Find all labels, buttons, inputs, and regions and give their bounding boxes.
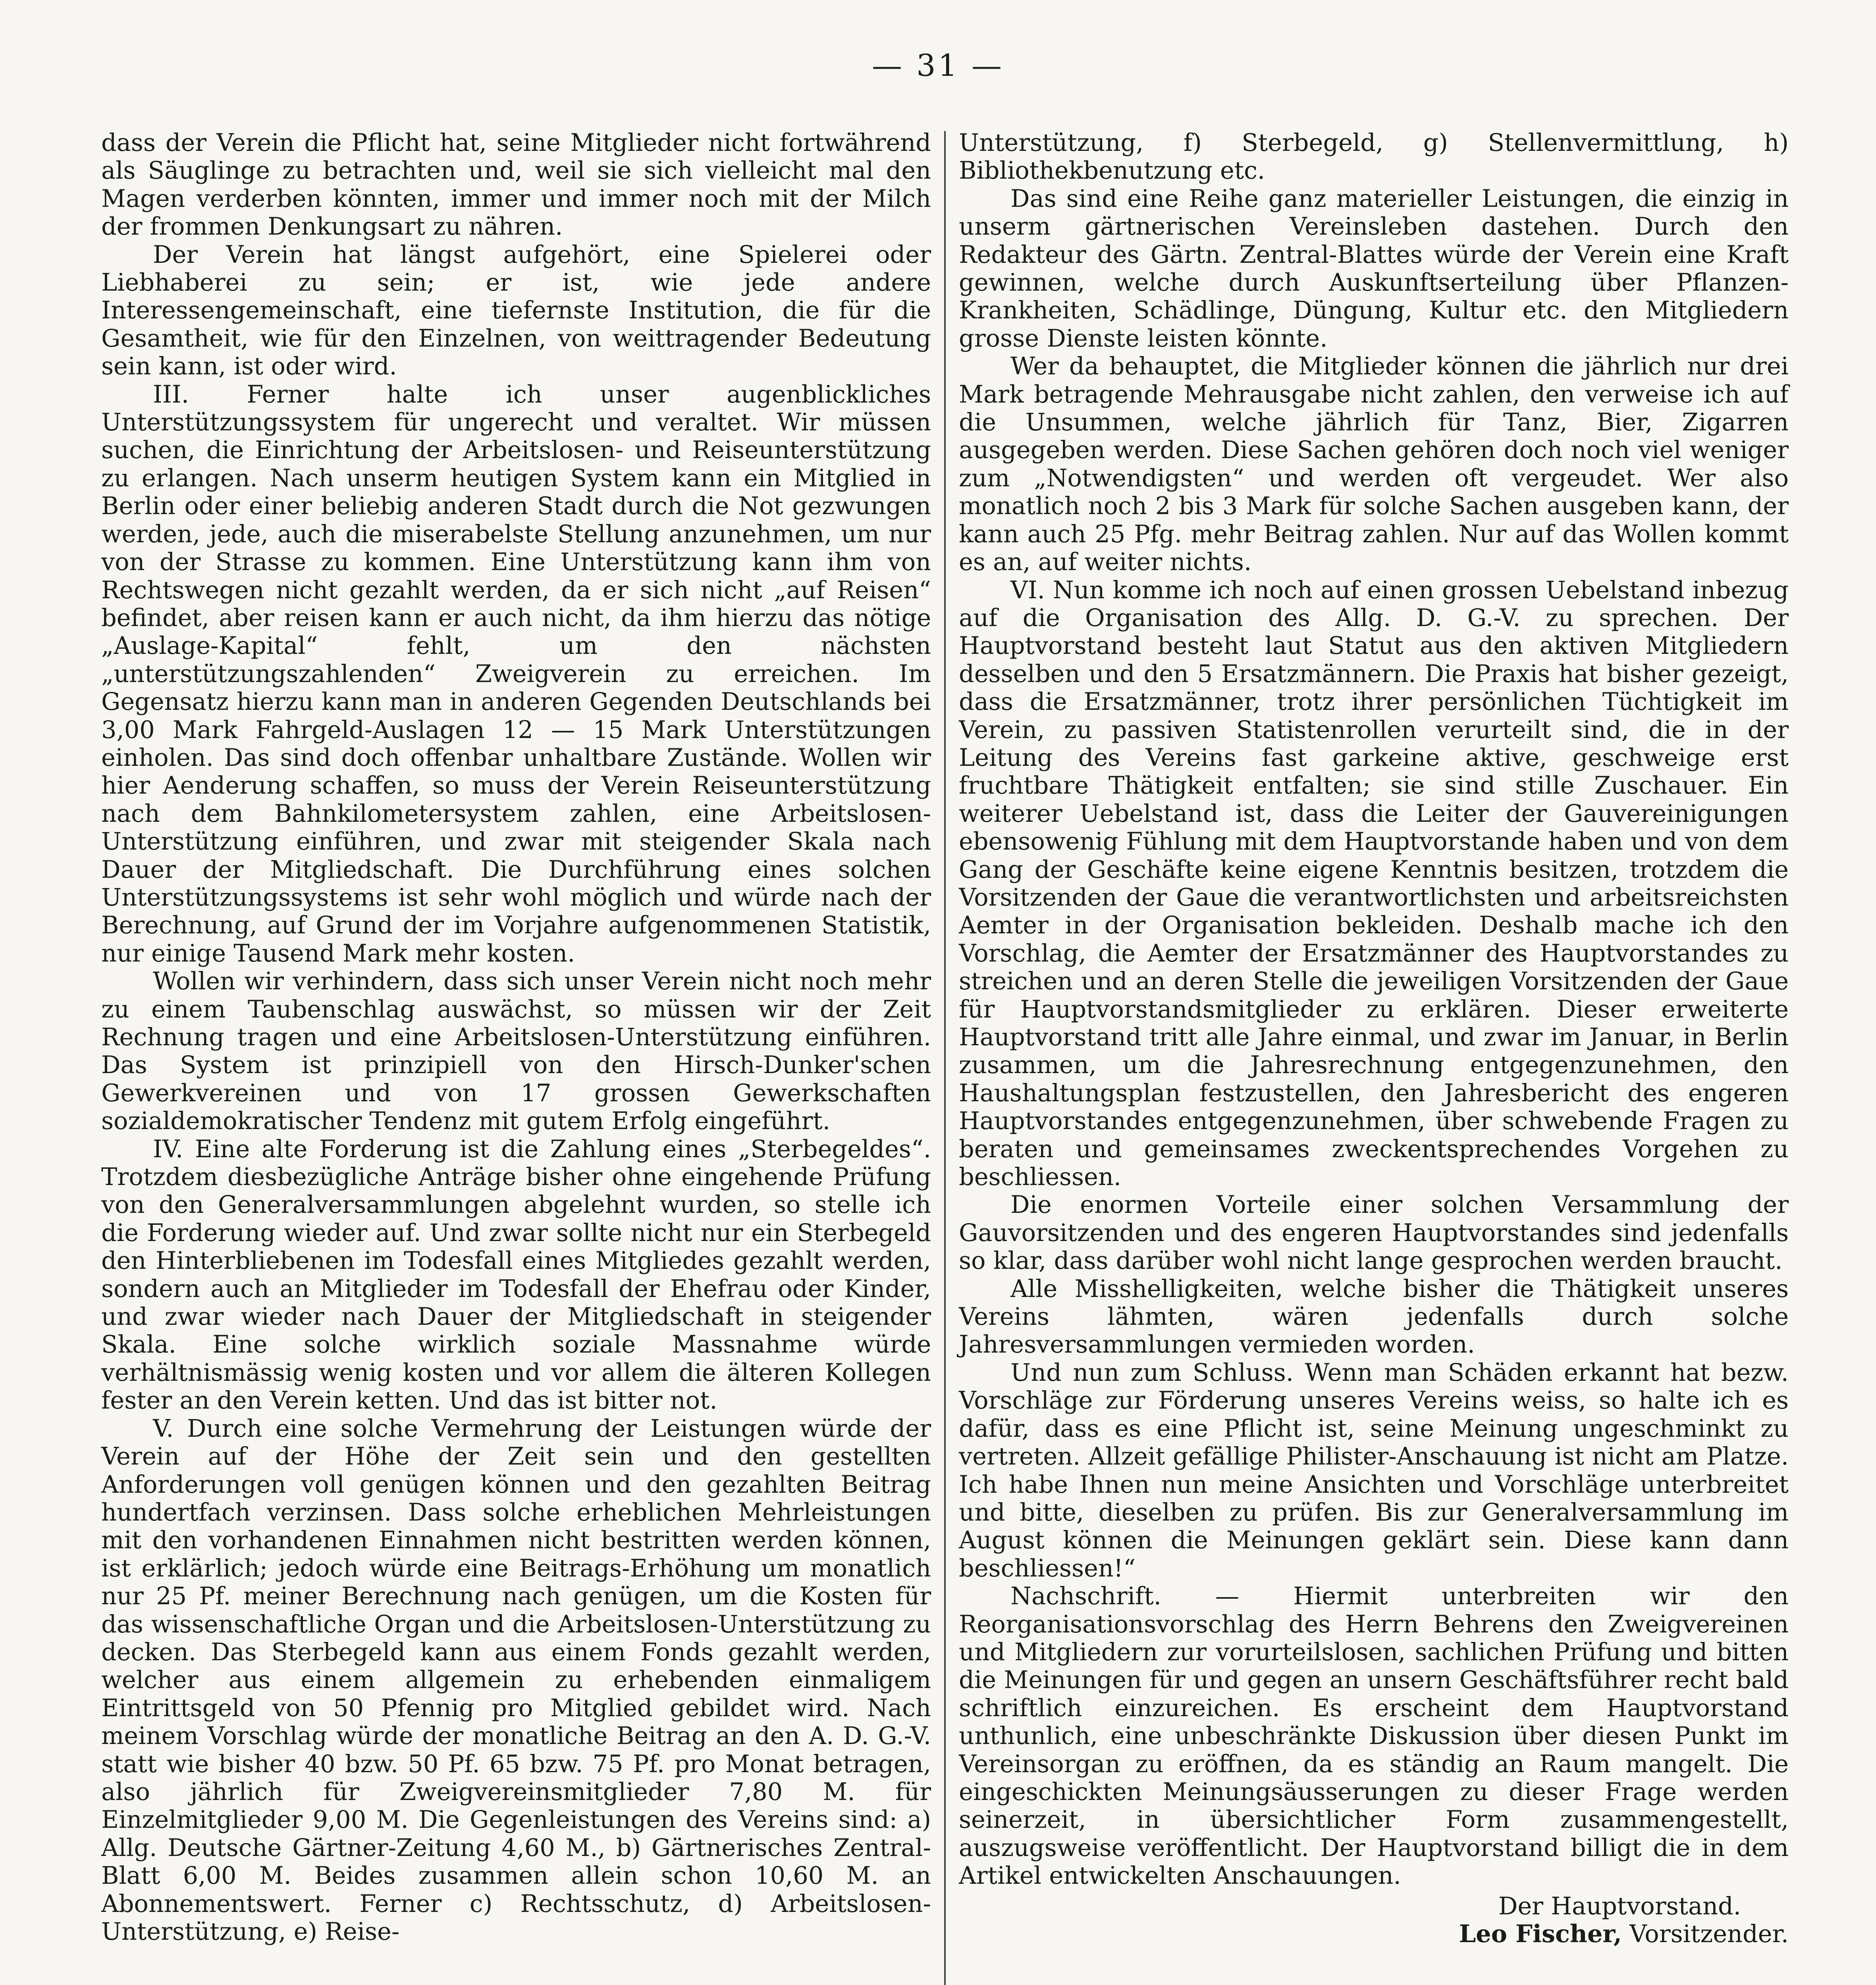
signature-role: Vorsitzender. bbox=[1621, 1920, 1789, 1948]
paragraph: Der Verein hat längst aufgehört, eine Spielerei oder Liebhaberei zu sein; er ist, wie jede andere Interessengemeinschaft, eine tiefernste Institution, die für die Gesamtheit, wie für den Einzelnen, von weittragender Bedeutung sein kann, ist oder wird. bbox=[101, 241, 931, 381]
paragraph: Alle Misshelligkeiten, welche bisher die Thätigkeit unseres Vereins lähmten, wären jedenfalls durch solche Jahresversammlungen vermieden worden. bbox=[959, 1275, 1789, 1359]
paragraph: dass der Verein die Pflicht hat, seine Mitglieder nicht fortwährend als Säuglinge zu betrachten und, weil sie sich vielleicht mal den Magen verderben könnten, immer und immer noch mit der Milch der frommen Denkungsart zu nähren. bbox=[101, 129, 931, 241]
paragraph: Unterstützung, f) Sterbegeld, g) Stellenvermittlung, h) Bibliothekbenutzung etc. bbox=[959, 129, 1789, 185]
paragraph: Wer da behauptet, die Mitglieder können die jährlich nur drei Mark betragende Mehrausgabe nicht zahlen, den verweise ich auf die Unsummen, welche jährlich für Tanz, Bier, Zigarren ausgegeben werden. Diese Sachen gehören doch noch viel weniger zum „Notwendigsten“ und werden oft vergeudet. Wer also monatlich noch 2 bis 3 Mark für solche Sachen ausgeben kann, der kann auch 25 Pfg. mehr Beitrag zahlen. Nur auf das Wollen kommt es an, auf weiter nichts. bbox=[959, 353, 1789, 576]
paragraph-section-3: III. Ferner halte ich unser augenblickliches Unterstützungssystem für ungerecht und veraltet. Wir müssen suchen, die Einrichtung der Arbeitslosen- und Reiseunterstützung zu erlangen. Nach unserm heutigen System kann ein Mitglied in Berlin oder einer beliebig anderen Stadt durch die Not gezwungen werden, jede, auch die miserabelste Stellung anzunehmen, um nur von der Strasse zu kommen. Eine Unterstützung kann ihm von Rechtswegen nicht gezahlt werden, da er sich nicht „auf Reisen“ befindet, aber reisen kann er auch nicht, da ihm hierzu das nötige „Auslage-Kapital“ fehlt, um den nächsten „unterstützungszahlenden“ Zweigverein zu erreichen. Im Gegensatz hierzu kann man in anderen Gegenden Deutschlands bei 3,00 Mark Fahrgeld-Auslagen 12 — 15 Mark Unterstützungen einholen. Das sind doch offenbar unhaltbare Zustände. Wollen wir hier Aenderung schaffen, so muss der Verein Reiseunterstützung nach dem Bahnkilometersystem zahlen, eine Arbeitslosen-Unterstützung einführen, und zwar mit steigender Skala nach Dauer der Mitgliedschaft. Die Durchführung eines solchen Unterstützungssystems ist sehr wohl möglich und würde nach der Berechnung, auf Grund der im Vorjahre aufgenommenen Statistik, nur einige Tausend Mark mehr kosten. bbox=[101, 380, 931, 967]
signature-block bbox=[959, 1892, 1789, 1948]
postscript: Nachschrift. — Hiermit unterbreiten wir den Reorganisationsvorschlag des Herrn Behrens den Zweigvereinen und Mitgliedern zur vorurteilslosen, sachlichen Prüfung und bitten die Meinungen für und gegen an unsern Geschäftsführer recht bald schriftlich einzureichen. Es erscheint dem Hauptvorstand unthunlich, eine unbeschränkte Diskussion über diesen Punkt im Vereinsorgan zu eröffnen, da es ständig an Raum mangelt. Die eingeschickten Meinungsäusserungen zu dieser Frage werden seinerzeit, in übersichtlicher Form zusammengestellt, auszugsweise veröffentlicht. Der Hauptvorstand billigt die in dem Artikel entwickelten Anschauungen. bbox=[959, 1582, 1789, 1890]
paragraph: Das sind eine Reihe ganz materieller Leistungen, die einzig in unserm gärtnerischen Vereinsleben dastehen. Durch den Redakteur des Gärtn. Zentral-Blattes würde der Verein eine Kraft gewinnen, welche durch Auskunftserteilung über Pflanzen-Krankheiten, Schädlinge, Düngung, Kultur etc. den Mitgliedern grosse Dienste leisten könnte. bbox=[959, 185, 1789, 353]
paragraph-section-4: IV. Eine alte Forderung ist die Zahlung eines „Sterbegeldes“. Trotzdem diesbezügliche Anträge bisher ohne eingehende Prüfung von den Generalversammlungen abgelehnt wurden, so stelle ich die Forderung wieder auf. Und zwar sollte nicht nur ein Sterbegeld den Hinterbliebenen im Todesfall eines Mitgliedes gezahlt werden, sondern auch an Mitglieder im Todesfall der Ehefrau oder Kinder, und zwar wieder nach Dauer der Mitgliedschaft in steigender Skala. Eine solche wirklich soziale Massnahme würde verhältnismässig wenig kosten und vor allem die älteren Kollegen fester an den Verein ketten. Und das ist bitter not. bbox=[101, 1135, 931, 1415]
paragraph: Die enormen Vorteile einer solchen Versammlung der Gauvorsitzenden und des engeren Hauptvorstandes sind jedenfalls so klar, dass darüber wohl nicht lange gesprochen werden braucht. bbox=[959, 1191, 1789, 1275]
signature-line: Der Hauptvorstand. bbox=[1498, 1892, 1741, 1920]
page-number: — 31 — bbox=[871, 48, 1005, 83]
paragraph: Wollen wir verhindern, dass sich unser Verein nicht noch mehr zu einem Taubenschlag auswächst, so müssen wir der Zeit Rechnung tragen und eine Arbeitslosen-Unterstützung einführen. Das System ist prinzipiell von den Hirsch-Dunker'schen Gewerkvereinen und von 17 grossen Gewerkschaften sozialdemokratischer Tendenz mit gutem Erfolg eingeführt. bbox=[101, 967, 931, 1135]
paragraph-section-6: VI. Nun komme ich noch auf einen grossen Uebelstand inbezug auf die Organisation des Allg. D. G.-V. zu sprechen. Der Hauptvorstand besteht laut Statut aus den aktiven Mitgliedern desselben und den 5 Ersatzmännern. Die Praxis hat bisher gezeigt, dass die Ersatzmänner, trotz ihrer persönlichen Tüchtigkeit im Verein, zu passiven Statistenrollen verurteilt sind, die in der Leitung des Vereins fast garkeine aktive, geschweige erst fruchtbare Thätigkeit entfalten; sie sind stille Zuschauer. Ein weiterer Uebelstand ist, dass die Leiter der Gauvereinigungen ebensowenig Fühlung mit dem Hauptvorstande haben und von dem Gang der Geschäfte keine eigene Kenntnis besitzen, trotzdem die Vorsitzenden der Gaue die verantwortlichsten und arbeitsreichsten Aemter in der Organisation bekleiden. Deshalb mache ich den Vorschlag, die Aemter der Ersatzmänner des Hauptvorstandes zu streichen und an deren Stelle die jeweiligen Vorsitzenden der Gaue für Hauptvorstandsmitglieder zu erklären. Dieser erweiterte Hauptvorstand tritt alle Jahre einmal, und zwar im Januar, in Berlin zusammen, um die Jahresrechnung entgegenzunehmen, den Haushaltungsplan festzustellen, den Jahresbericht des engeren Hauptvorstandes entgegenzunehmen, über schwebende Fragen zu beraten und gemeinsames zweckentsprechendes Vorgehen zu beschliessen. bbox=[959, 576, 1789, 1191]
article-left-column bbox=[101, 129, 931, 1946]
column-divider bbox=[944, 131, 946, 1985]
article-right-column bbox=[959, 129, 1789, 1948]
paragraph: Und nun zum Schluss. Wenn man Schäden erkannt hat bezw. Vorschläge zur Förderung unseres Vereins weiss, so halte ich es dafür, dass es eine Pflicht ist, seine Meinung ungeschminkt zu vertreten. Allzeit gefällige Philister-Anschauung ist nicht am Platze. Ich habe Ihnen nun meine Ansichten und Vorschläge unterbreitet und bitte, dieselben zu prüfen. Bis zur Generalversammlung im August können die Meinungen geklärt sein. Diese kann dann beschliessen!“ bbox=[959, 1359, 1789, 1582]
signature-name: Leo Fischer, bbox=[1459, 1920, 1622, 1948]
signature-name-line bbox=[959, 1920, 1789, 1948]
paragraph-section-5: V. Durch eine solche Vermehrung der Leistungen würde der Verein auf der Höhe der Zeit sein und den gestellten Anforderungen voll genügen können und den gezahlten Beitrag hundertfach verzinsen. Dass solche erheblichen Mehrleistungen mit den vorhandenen Einnahmen nicht bestritten werden können, ist erklärlich; jedoch würde eine Beitrags-Erhöhung um monatlich nur 25 Pf. meiner Berechnung nach genügen, um die Kosten für das wissenschaftliche Organ und die Arbeitslosen-Unterstützung zu decken. Das Sterbegeld kann aus einem Fonds gezahlt werden, welcher aus einem allgemein zu erhebenden einmaligem Eintrittsgeld von 50 Pfennig pro Mitglied gebildet wird. Nach meinem Vorschlag würde der monatliche Beitrag an den A. D. G.-V. statt wie bisher 40 bzw. 50 Pf. 65 bzw. 75 Pf. pro Monat betragen, also jährlich für Zweigvereinsmitglieder 7,80 M. für Einzelmitglieder 9,00 M. Die Gegenleistungen des Vereins sind: a) Allg. Deutsche Gärtner-Zeitung 4,60 M., b) Gärtnerisches Zentral-Blatt 6,00 M. Beides zusammen allein schon 10,60 M. an Abonnementswert. Ferner c) Rechtsschutz, d) Arbeitslosen-Unterstützung, e) Reise- bbox=[101, 1415, 931, 1946]
